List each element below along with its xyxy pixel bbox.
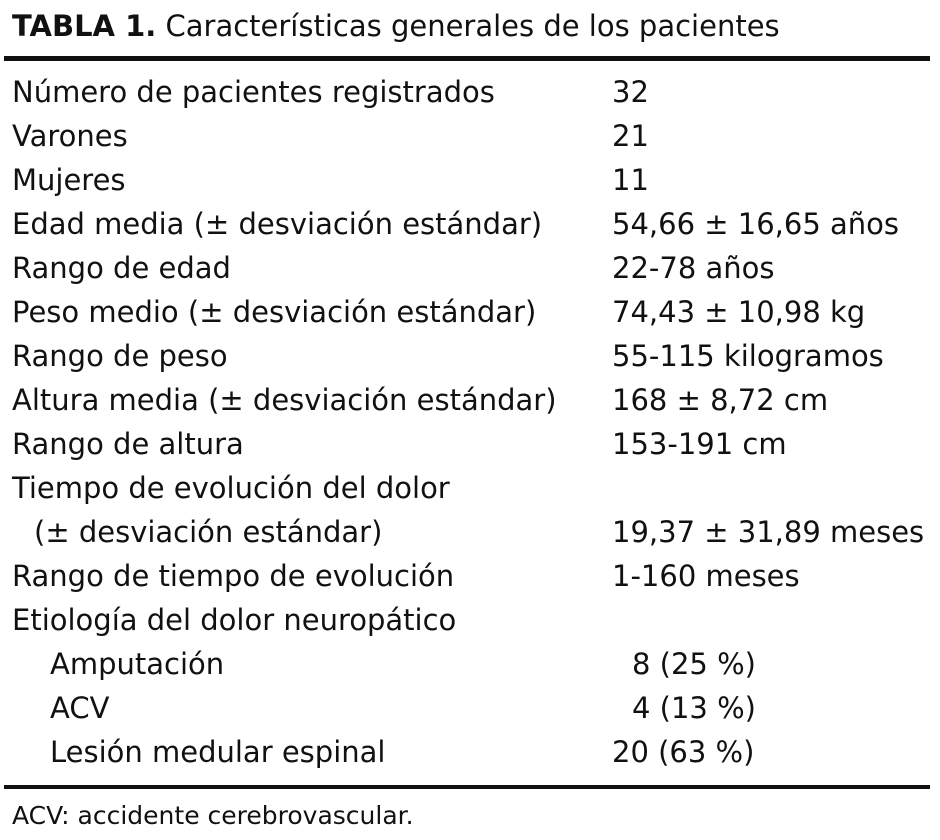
table-row <box>0 554 940 598</box>
row-label: Rango de tiempo de evolución <box>12 559 455 593</box>
row-value: 21 <box>612 119 649 153</box>
row-value: 8 (25 %) <box>632 647 756 681</box>
table-caption: Características generales de los pacientes <box>165 9 780 43</box>
row-value: 153-191 cm <box>612 427 787 461</box>
row-label: Peso medio (± desviación estándar) <box>12 295 537 329</box>
row-label: Rango de altura <box>12 427 244 461</box>
table-footnote: ACV: accidente cerebrovascular. <box>12 801 414 830</box>
row-label: Rango de edad <box>12 251 231 285</box>
table-row <box>0 70 940 114</box>
table-row <box>0 202 940 246</box>
table-row <box>0 466 940 510</box>
row-value: 74,43 ± 10,98 kg <box>612 295 866 329</box>
row-label: Edad media (± desviación estándar) <box>12 207 543 241</box>
row-value: 20 (63 %) <box>612 735 755 769</box>
table-row <box>0 686 940 730</box>
table-row <box>0 642 940 686</box>
row-value: 1-160 meses <box>612 559 800 593</box>
row-label: Varones <box>12 119 128 153</box>
table-title <box>12 8 780 44</box>
row-label: ACV <box>50 691 110 725</box>
row-label: Altura media (± desviación estándar) <box>12 383 557 417</box>
row-label: Lesión medular espinal <box>50 735 386 769</box>
row-value: 32 <box>612 75 649 109</box>
row-label: Rango de peso <box>12 339 228 373</box>
row-value: 168 ± 8,72 cm <box>612 383 829 417</box>
table-row <box>0 290 940 334</box>
table-row <box>0 334 940 378</box>
row-label: (± desviación estándar) <box>34 515 383 549</box>
row-value: 4 (13 %) <box>632 691 756 725</box>
table-body <box>0 70 940 774</box>
row-value: 19,37 ± 31,89 meses <box>612 515 925 549</box>
row-label: Tiempo de evolución del dolor <box>12 471 450 505</box>
row-value: 11 <box>612 163 649 197</box>
row-label: Número de pacientes registrados <box>12 75 495 109</box>
row-value: 54,66 ± 16,65 años <box>612 207 899 241</box>
top-rule <box>4 56 930 61</box>
table-row <box>0 114 940 158</box>
row-label: Mujeres <box>12 163 126 197</box>
table-number: TABLA 1. <box>12 9 157 43</box>
bottom-rule <box>4 785 930 789</box>
row-label: Etiología del dolor neuropático <box>12 603 457 637</box>
table-row <box>0 730 940 774</box>
table-row <box>0 510 940 554</box>
row-value: 22-78 años <box>612 251 775 285</box>
table-row <box>0 158 940 202</box>
table-row <box>0 378 940 422</box>
table-row <box>0 246 940 290</box>
table-row <box>0 422 940 466</box>
row-value: 55-115 kilogramos <box>612 339 884 373</box>
row-label: Amputación <box>50 647 225 681</box>
table-row <box>0 598 940 642</box>
